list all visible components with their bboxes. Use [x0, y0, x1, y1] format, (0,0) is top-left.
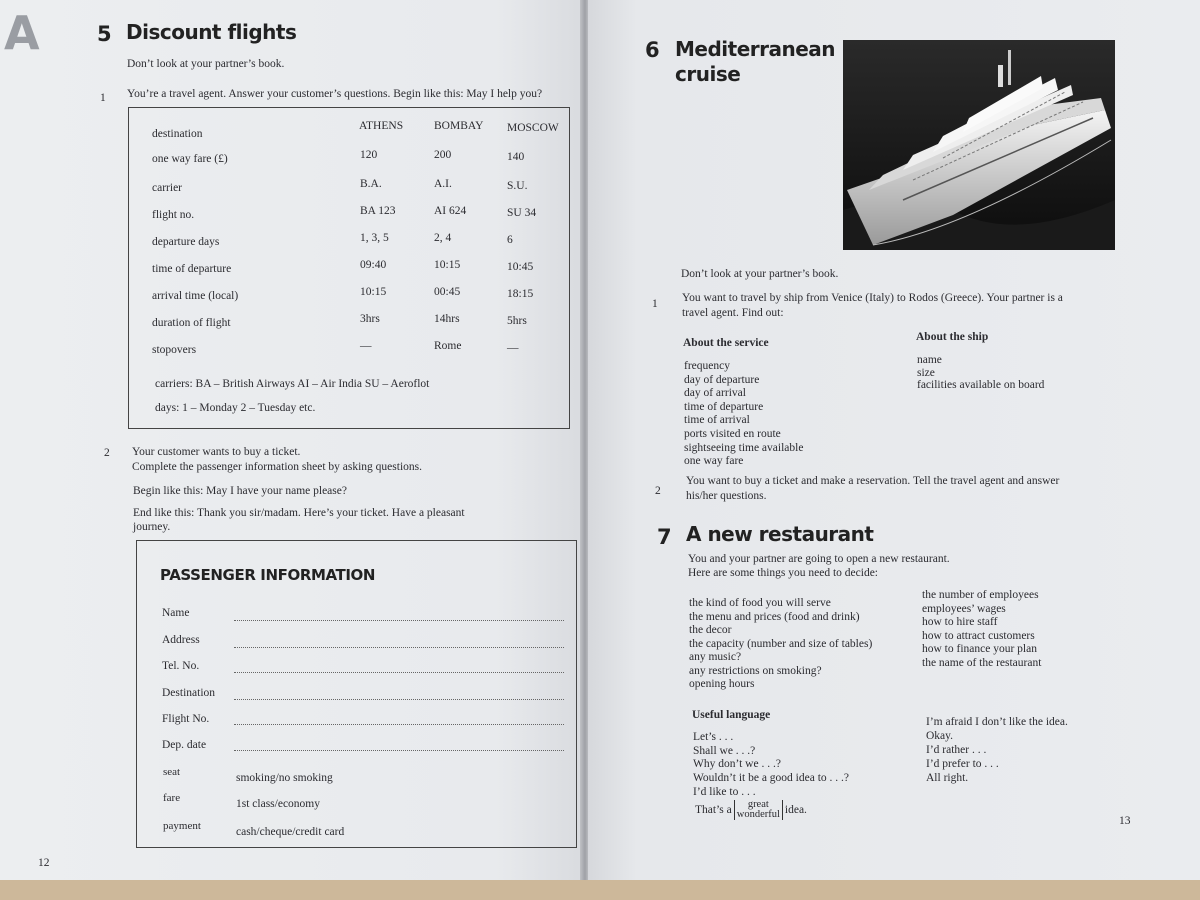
decide-list-item: how to attract customers — [922, 629, 1035, 642]
table-cell: 2, 4 — [434, 232, 452, 244]
service-list-item: frequency — [684, 360, 730, 372]
table-cell: 140 — [507, 151, 525, 163]
ship-list-item: name — [917, 354, 942, 366]
carriers-note: carriers: BA – British Airways AI – Air India SU – Aeroflot — [155, 378, 430, 390]
table-cell: 200 — [434, 149, 452, 161]
passenger-field-label: Tel. No. — [162, 660, 200, 672]
table-cell: 10:15 — [434, 259, 461, 271]
days-note: days: 1 – Monday 2 – Tuesday etc. — [155, 402, 316, 414]
section-7-line-2: Here are some things you need to decide: — [688, 567, 879, 579]
task-1-line-1-right: You want to travel by ship from Venice (Italy) to Rodos (Greece). Your partner is a — [682, 292, 1063, 304]
decide-list-item: opening hours — [689, 678, 755, 690]
table-cell: Rome — [434, 340, 462, 352]
useful-phrase: Shall we . . .? — [693, 744, 756, 757]
table-cell: — — [360, 340, 372, 352]
section-title-cruise: cruise — [675, 62, 741, 86]
passenger-field-label: Dep. date — [162, 739, 207, 751]
table-cell: 3hrs — [360, 313, 380, 325]
table-cell: AI 624 — [434, 205, 467, 217]
table-cell: 10:45 — [507, 261, 534, 273]
decide-list-item: the number of employees — [922, 589, 1039, 601]
decide-list-item: any restrictions on smoking? — [689, 664, 822, 677]
useful-phrase: I’d rather . . . — [926, 744, 987, 756]
useful-phrase: Okay. — [926, 730, 954, 742]
task-2-line-2: Complete the passenger information sheet by asking questions. — [132, 461, 422, 473]
begin-like-text: Begin like this: May I have your name please? — [133, 485, 347, 497]
table-column-header: ATHENS — [359, 120, 404, 132]
section-title-new-restaurant: A new restaurant — [686, 522, 874, 546]
end-like-text-1: End like this: Thank you sir/madam. Here’s your ticket. Have a pleasant — [133, 507, 465, 519]
service-list-item: day of arrival — [684, 387, 746, 400]
passenger-field-dotted-line — [234, 647, 564, 648]
table-row-label: departure days — [152, 236, 220, 248]
section-title-discount-flights: Discount flights — [126, 20, 297, 44]
table-row-label: arrival time (local) — [152, 290, 239, 302]
passenger-field-label: Address — [162, 634, 200, 646]
bracket-wonderful: wonderful — [736, 809, 780, 820]
useful-phrase: Why don’t we . . .? — [693, 758, 781, 771]
passenger-field-label: Flight No. — [162, 713, 210, 725]
ship-list-item: facilities available on board — [917, 379, 1045, 391]
passenger-option-label: payment — [163, 820, 201, 832]
ship-list-item: size — [917, 366, 935, 379]
table-row-label: one way fare (£) — [152, 153, 228, 165]
task-2-line-1-right: You want to buy a ticket and make a reservation. Tell the travel agent and answer — [686, 475, 1060, 487]
service-list-item: one way fare — [684, 455, 744, 468]
table-cell: 18:15 — [507, 288, 534, 300]
about-ship-heading: About the ship — [916, 331, 989, 343]
page-number-left: 12 — [38, 857, 50, 869]
passenger-option-value: 1st class/economy — [236, 798, 320, 810]
passenger-field-label: Destination — [162, 687, 216, 699]
useful-language-heading: Useful language — [692, 709, 771, 721]
decide-list-item: employees’ wages — [922, 602, 1006, 615]
passenger-field-dotted-line — [234, 672, 564, 673]
passenger-field-dotted-line — [234, 724, 564, 725]
useful-phrase: I’d like to . . . — [693, 785, 756, 798]
table-cell: 1, 3, 5 — [360, 232, 389, 244]
decide-list-item: the kind of food you will serve — [689, 597, 831, 609]
task-1-text: You’re a travel agent. Answer your customer’s questions. Begin like this: May I help you? — [127, 88, 543, 100]
table-cell: BA 123 — [360, 205, 396, 217]
table-surface — [0, 880, 1200, 900]
useful-phrase: I’d prefer to . . . — [926, 758, 999, 770]
service-list-item: time of arrival — [684, 414, 750, 427]
section-number-5: 5 — [97, 22, 112, 46]
thats-a-text: That’s a — [695, 804, 732, 816]
decide-list-item: how to finance your plan — [922, 643, 1037, 655]
table-row-label: time of departure — [152, 263, 232, 275]
intro-text-right: Don’t look at your partner’s book. — [681, 268, 839, 280]
table-cell: A.I. — [434, 178, 452, 190]
decide-list-item: the decor — [689, 624, 732, 636]
cruise-ship-photo — [843, 40, 1115, 250]
table-cell: B.A. — [360, 178, 382, 190]
table-cell: SU 34 — [507, 207, 537, 219]
about-service-heading: About the service — [683, 337, 769, 349]
thats-a-idea-line — [695, 800, 807, 820]
table-cell: 120 — [360, 149, 378, 161]
decide-list-item: the name of the restaurant — [922, 656, 1042, 669]
task-1-line-2-right: travel agent. Find out: — [682, 307, 784, 319]
table-cell: 14hrs — [434, 313, 460, 325]
idea-text: idea. — [784, 804, 807, 816]
decide-list-item: the capacity (number and size of tables) — [689, 637, 873, 650]
service-list-item: time of departure — [684, 400, 764, 413]
service-list-item: day of departure — [684, 373, 760, 386]
table-row-label: destination — [152, 128, 203, 140]
table-cell: — — [507, 342, 519, 354]
table-row-label: flight no. — [152, 209, 195, 221]
decide-list-item: any music? — [689, 651, 742, 663]
table-row-label: carrier — [152, 182, 182, 194]
end-like-text-2: journey. — [133, 521, 171, 533]
passenger-option-value: cash/cheque/credit card — [236, 826, 345, 838]
passenger-option-label: seat — [163, 766, 181, 778]
useful-phrase: All right. — [926, 772, 969, 784]
passenger-info-title: PASSENGER INFORMATION — [160, 566, 376, 584]
task-1-number-right: 1 — [652, 298, 658, 310]
table-cell: 5hrs — [507, 315, 527, 327]
table-cell: 00:45 — [434, 286, 461, 298]
cruise-ship-illustration — [843, 40, 1115, 250]
service-list-item: sightseeing time available — [684, 441, 804, 454]
left-page — [0, 0, 583, 900]
section-number-6: 6 — [645, 38, 660, 62]
section-number-7: 7 — [657, 525, 672, 549]
table-cell: 6 — [507, 234, 513, 246]
passenger-field-dotted-line — [234, 620, 564, 621]
section-title-mediterranean: Mediterranean — [675, 37, 836, 61]
table-row-label: duration of flight — [152, 317, 231, 329]
page-number-right: 13 — [1119, 815, 1131, 827]
table-cell: 10:15 — [360, 286, 387, 298]
task-2-number: 2 — [104, 447, 110, 459]
intro-text: Don’t look at your partner’s book. — [127, 58, 285, 70]
table-column-header: MOSCOW — [507, 122, 559, 134]
table-cell: S.U. — [507, 180, 528, 192]
passenger-field-dotted-line — [234, 699, 564, 700]
decide-list-item: the menu and prices (food and drink) — [689, 610, 860, 623]
task-1-number: 1 — [100, 92, 106, 104]
decide-list-item: how to hire staff — [922, 616, 998, 628]
useful-phrase: I’m afraid I don’t like the idea. — [926, 716, 1068, 728]
passenger-field-dotted-line — [234, 750, 564, 751]
great-wonderful-bracket — [734, 800, 783, 820]
task-2-number-right: 2 — [655, 485, 661, 497]
useful-phrase: Wouldn’t it be a good idea to . . .? — [693, 772, 849, 785]
bracket-great: great — [747, 799, 769, 810]
table-cell: 09:40 — [360, 259, 387, 271]
page-letter: A — [4, 6, 40, 60]
table-column-header: BOMBAY — [434, 120, 484, 132]
section-7-line-1: You and your partner are going to open a new restaurant. — [688, 553, 950, 565]
passenger-field-label: Name — [162, 607, 190, 619]
useful-phrase: Let’s . . . — [693, 731, 734, 743]
task-2-line-2-right: his/her questions. — [686, 490, 767, 502]
passenger-option-label: fare — [163, 792, 181, 804]
passenger-option-value: smoking/no smoking — [236, 772, 333, 784]
task-2-line-1: Your customer wants to buy a ticket. — [132, 446, 301, 458]
table-row-label: stopovers — [152, 344, 197, 356]
service-list-item: ports visited en route — [684, 428, 781, 440]
